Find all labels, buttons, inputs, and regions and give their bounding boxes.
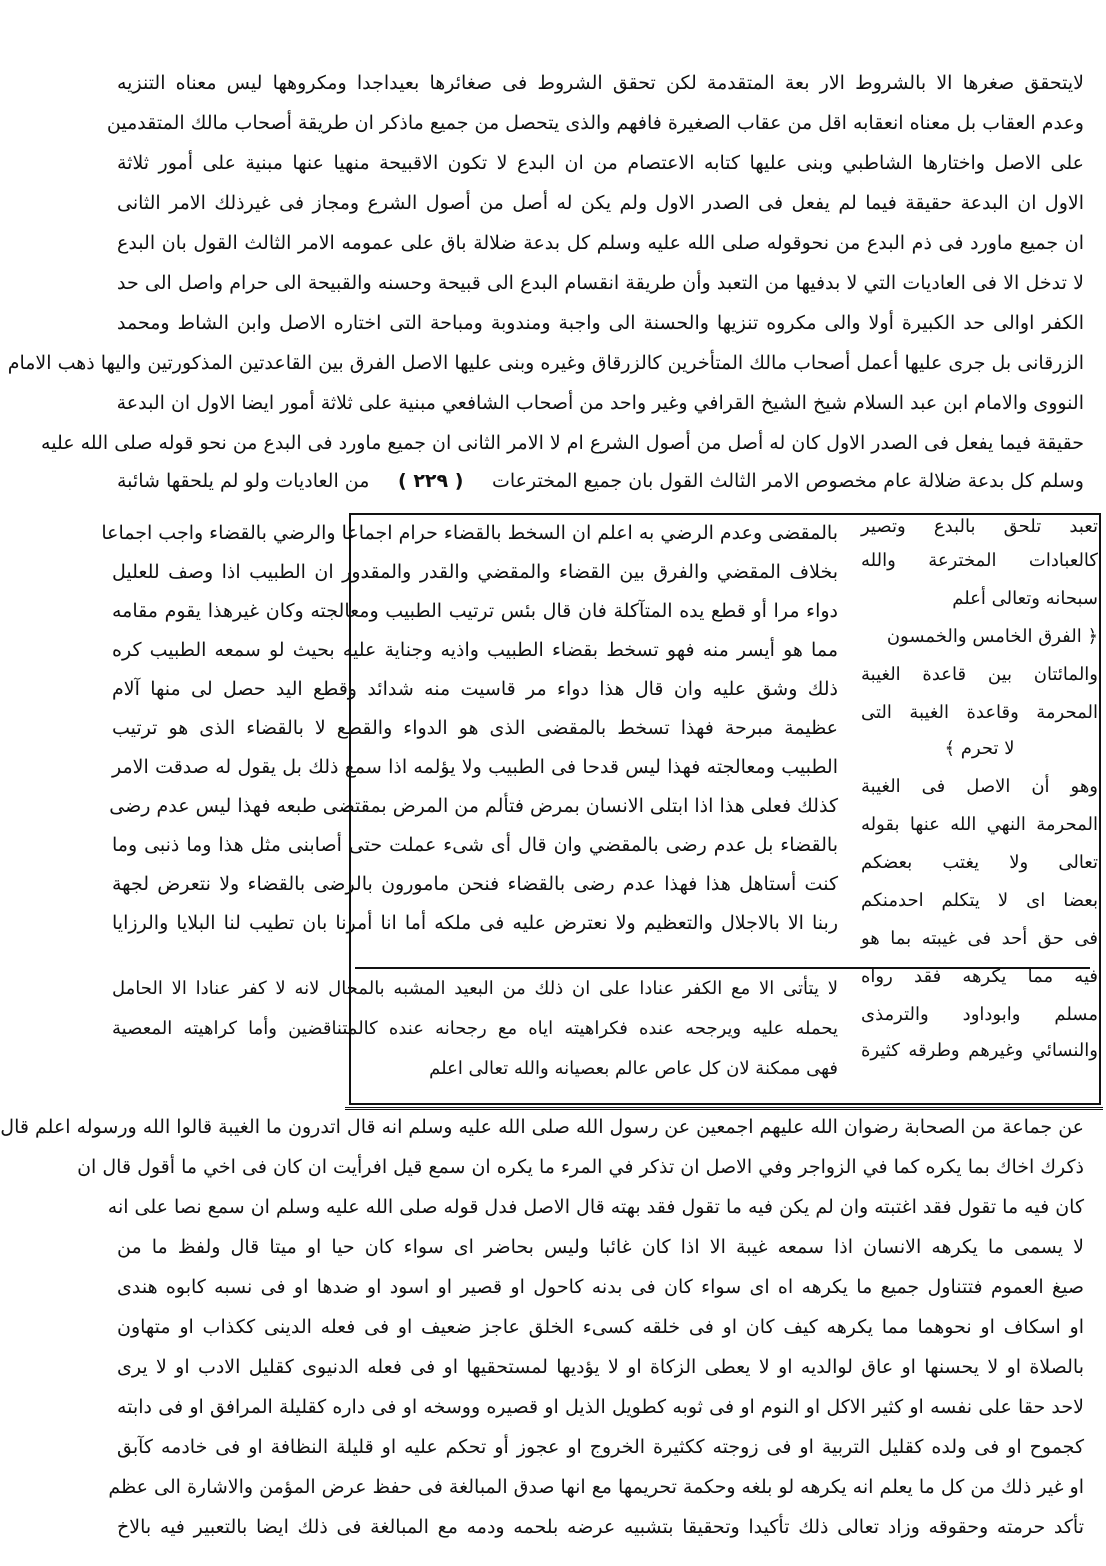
side-line: سبحانه وتعالى أعلم: [952, 588, 1098, 609]
text-line: الزرقانى بل جرى عليها أعمل أصحاب مالك المتأخرين كالزرقاق وغيره وبنى عليها الاصل الفرق بين القاعدتين المذكورتين واليها ذهب الامام: [7, 352, 1084, 374]
text-line: لا تدخل الا فى العاديات التي لا بدفيها من التعبد وأن طريقة انقسام البدع الى قبيحة وحسنه والقبيحة الى حرام واصل الى حد: [117, 272, 1084, 294]
text-line: ان جميع ماورد فى ذم البدع من نحوقوله صلى الله عليه وسلم كل بدعة ضلالة باق على عمومه الامر الثالث القول بان البدع: [117, 232, 1084, 254]
box-bottom-rule: [345, 1107, 1103, 1110]
text-line: الطبيب ومعالجته فهذا ليس قدحا فى الطبيب ولا يؤلمه اذا سمع ذلك بل يقول له صدقت الامر: [112, 756, 838, 778]
text-line: عن جماعة من الصحابة رضوان الله عليهم اجمعين عن رسول الله صلى الله عليه وسلم انه قال اتدرون ما الغيبة قالوا الله ورسوله اعلم قال: [0, 1116, 1084, 1138]
side-line: فى حق أحد فى غيبته بما هو: [861, 928, 1098, 949]
text-line: بالقضاء بل عدم رضى بالمقضي وان قال أى شىء عملت حتى أصابنى مثل هذا وما ذنبى وما: [112, 834, 838, 856]
text-line: كان فيه ما تقول فقد اغتبته وان لم يكن فيه ما تقول فقد بهته قال الاصل فدل قوله صلى الله عليه وسلم ان سمع نصا على انه: [107, 1196, 1084, 1218]
side-line: كالعبادات المخترعة والله: [861, 550, 1098, 571]
side-line: والنسائي وغيرهم وطرقه كثيرة: [861, 1040, 1098, 1061]
text-line: الاول ان البدعة حقيقة فيما لم يفعل فى الصدر الاول ولم يكن له أصل من أصول الشرع ومجاز فى غيرذلك الامر الثانى: [117, 192, 1084, 214]
text-line: النووى والامام ابن عبد السلام شيخ الشيخ القرافي وغير واحد من أصحاب الشافعي مبنية على ثلاثة أمور ايضا الاول ان البدعة: [116, 392, 1084, 414]
side-line: وهو أن الاصل فى الغيبة: [861, 776, 1098, 797]
text-line: عظيمة مبرحة فهذا تسخط بالمقضى الذى هو الدواء والقطع لا بالقضاء الذى هو ترتيب: [112, 717, 838, 739]
page-number: ( ٢٢٩ ): [398, 470, 464, 492]
side-line: مسلم وابوداود والترمذى: [861, 1004, 1098, 1025]
side-line: تعالى ولا يغتب بعضكم: [861, 852, 1098, 873]
text-line: لا يسمى ما يكرهه الانسان اذا سمعه غيبة الا اذا كان غائبا وليس بحاضر اى سواء كان حيا او ميتا قال ولفظ ما من: [117, 1236, 1084, 1258]
text-line: صيغ العموم فتتناول جميع ما يكرهه اه اى سواء كان فى بدنه كاحول او قصير او اسود او ضدها او فى نسبه كابوه هندى: [117, 1276, 1084, 1298]
text-line: فهى ممكنة لان كل عاص عالم بعصيانه والله تعالى اعلم: [429, 1058, 838, 1079]
text-line: ربنا الا بالاجلال والتعظيم ولا نعترض عليه فى ملكه أما انا أمرنا بان تطيب لنا البلايا والرزايا: [112, 912, 838, 934]
section-heading: والمائتان بين قاعدة الغيبة: [861, 664, 1098, 685]
side-line: المحرمة النهي الله عنها بقوله: [861, 814, 1098, 835]
header-line-with-page-number: [117, 470, 1084, 492]
text-line: وعدم العقاب بل معناه انعقابه اقل من عقاب الصغيرة فافهم والذى يتحصل من جميع ماذكر ان طريقة أصحاب مالك المتقدمين: [106, 112, 1084, 134]
text-line: يحمله عليه ويرجحه عنده فكراهيته اياه مع رجحانه عنده كالمتناقضين وأما كراهيته المعصية: [112, 1018, 838, 1039]
text-line: حقيقة فيما يفعل فى الصدر الاول كان له أصل من أصول الشرع ام لا الامر الثانى ان جميع ماورد فى البدع من نحو قوله صلى الله عليه: [41, 432, 1084, 454]
section-heading: المحرمة وقاعدة الغيبة التى: [861, 702, 1098, 723]
side-line: تعبد تلحق بالبدع وتصير: [861, 516, 1098, 537]
side-line: بعضا اى لا يتكلم احدمنكم: [861, 890, 1098, 911]
text-line: الكفر اوالى حد الكبيرة أولا والى مكروه تنزيها والحسنة الى واجبة ومندوبة ومباحة التى اختاره الاصل وابن الشاط ومحمد: [117, 312, 1084, 334]
section-heading: ﴿ الفرق الخامس والخمسون: [886, 626, 1098, 647]
text-line: كنت أستاهل هذا فهذا عدم رضى بالقضاء فنحن مامورون بالرضى بالقضاء ولا نتعرض لجهة: [112, 873, 838, 895]
text-line: او اسكاف او نحوهما مما يكرهه كيف كان او فى خلقه كسىء الخلق عاجز ضعيف او فى فعله الدينى ككذاب او متهاون: [117, 1316, 1084, 1338]
header-text-left: من العاديات ولو لم يلحقها شائبة: [117, 470, 370, 492]
text-line: ذكرك اخاك بما يكره كما في الزواجر وفي الاصل ان تذكر في المرء ما يكره ان سمع قيل افرأيت ان كان فى اخي ما أقول قال ان: [77, 1156, 1084, 1178]
text-line: على الاصل واختارها الشاطبي وبنى عليها كتابه الاعتصام من ان البدع لا تكون الاقبيحة منهيا عنها مبنية على أمور ثلاثة: [117, 152, 1084, 174]
header-text-right: وسلم كل بدعة ضلالة عام مخصوص الامر الثالث القول بان جميع المخترعات: [492, 470, 1084, 492]
text-line: مما هو أيسر منه فهو تسخط بقضاء الطبيب واذيه وجناية عليه بحيث لو سمعه الطبيب كره: [112, 639, 838, 661]
section-heading: لا تحرم ﴾: [944, 738, 1015, 759]
text-line: دواء مرا أو قطع يده المتآكلة فان قال بئس ترتيب الطبيب ومعالجته وكان غيرهذا يقوم مقامه: [112, 600, 838, 622]
text-line: بالصلاة او لا يحسنها او عاق لوالديه او لا يعطى الزكاة او لا يؤديها لمستحقيها او فى فعله الدنيوى كقليل الادب او لا يرى: [117, 1356, 1084, 1378]
text-line: لايتحقق صغرها الا بالشروط الار بعة المتقدمة لكن تحقق الشروط فى صغائرها بعيداجدا ومكروهها ليس معناه التنزيه: [117, 72, 1084, 94]
text-line: كذلك فعلى هذا اذا ابتلى الانسان بمرض فتألم من المرض بمقتضى طبعه فهذا ليس عدم رضى: [109, 795, 838, 817]
text-line: لا يتأتى الا مع الكفر عنادا على ان ذلك من البعيد المشبه بالمحال لانه لا كفر عنادا الا الحامل: [112, 978, 838, 999]
box-divider: [355, 967, 1090, 969]
text-line: لاحد حقا على نفسه او كثير الاكل او النوم او فى ثوبه كطويل الذيل او قصيره ووسخه او فى داره كقليلة المرافق او فى دابته: [117, 1396, 1084, 1418]
text-line: كجموح او فى ولده كقليل التربية او فى زوجته ككثيرة الخروج او عجوز أو تحكم عليه او قليلة النظافة او فى خادمه كآبق: [117, 1436, 1084, 1458]
text-line: او غير ذلك من كل ما يعلم انه يكرهه لو بلغه وحكمة تحريمها مع انها صدق المبالغة فى حفظ عرض المؤمن والاشارة الى عظم: [108, 1476, 1084, 1498]
text-line: بخلاف المقضي والفرق بين القضاء والمقضي والقدر والمقدور ان الطبيب اذا وصف للعليل: [112, 561, 838, 583]
text-line: ذلك وشق عليه وان قال هذا دواء مر قاسيت منه شدائد وقطع اليد حصل لى منها آلام: [112, 678, 838, 700]
text-line: تأكد حرمته وحقوقه وزاد تعالى ذلك تأكيدا وتحقيقا بتشبيه عرضه بلحمه ودمه مع المبالغة فى ذلك ايضا بالتعبير فيه بالاخ: [117, 1516, 1084, 1538]
side-line: فيه مما يكرهه فقد رواه: [861, 966, 1098, 987]
text-line: بالمقضى وعدم الرضي به اعلم ان السخط بالقضاء حرام اجماعا والرضي بالقضاء واجب اجماعا: [101, 522, 838, 544]
